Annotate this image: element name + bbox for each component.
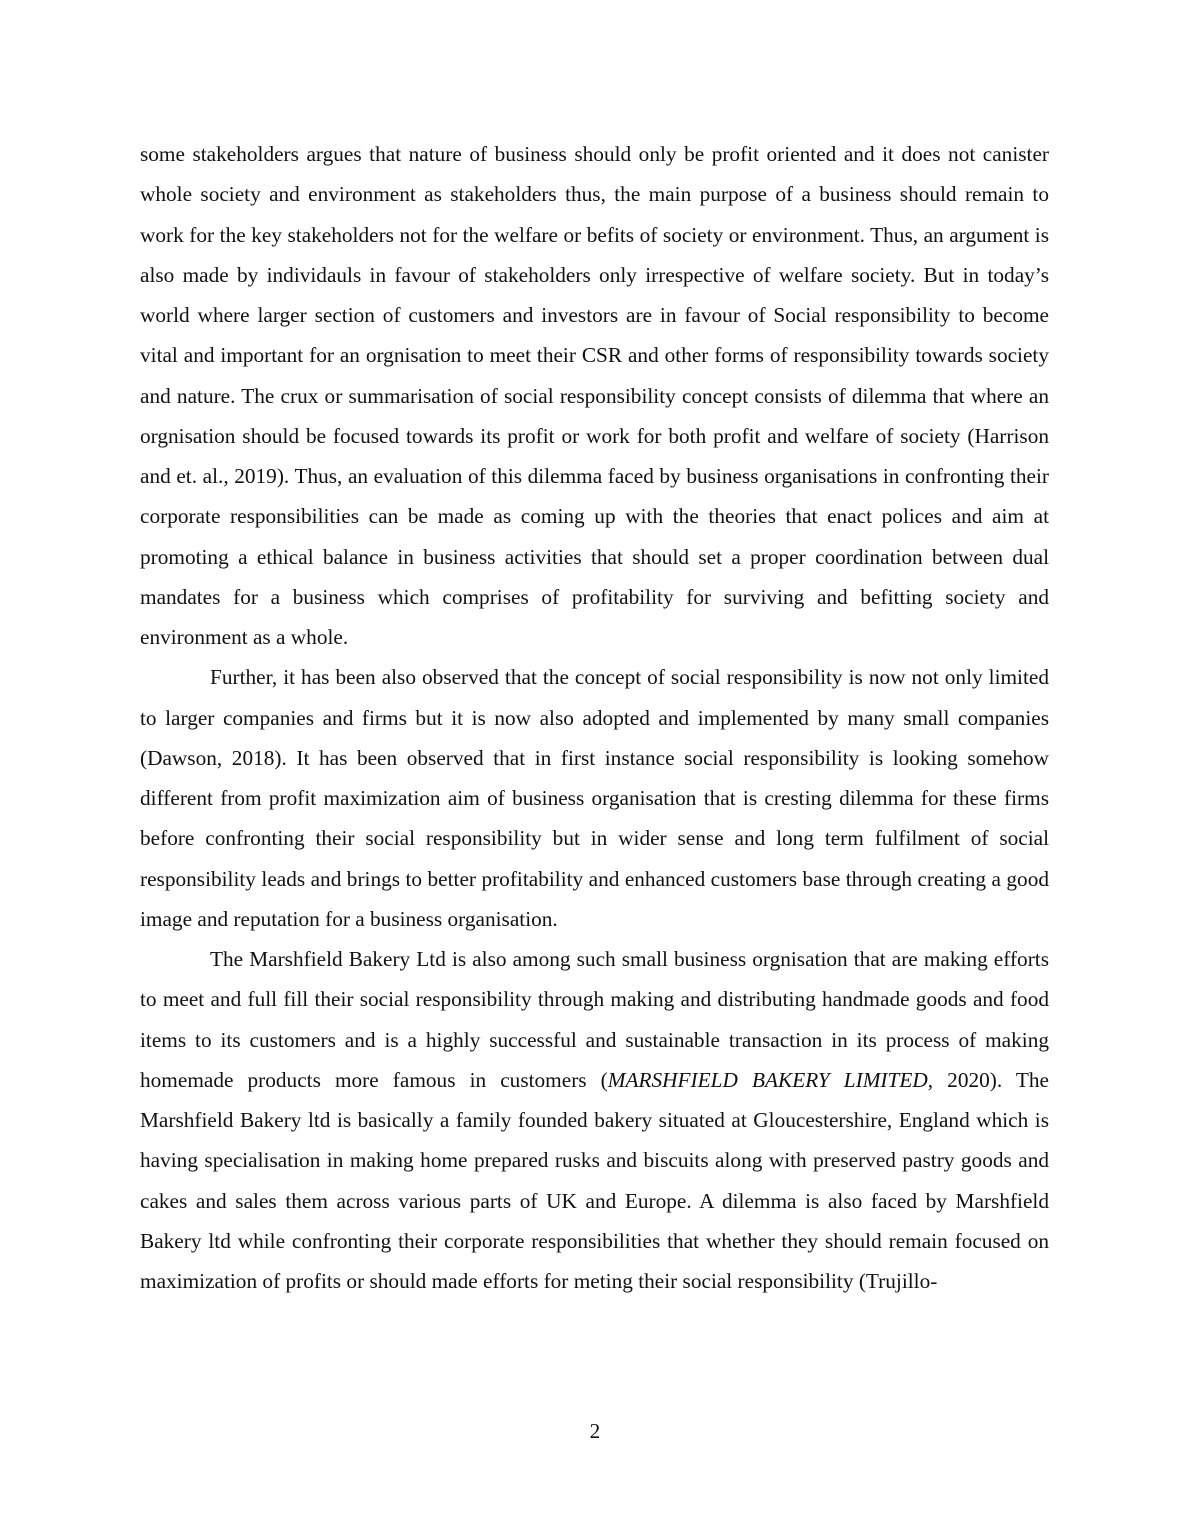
citation-italic: MARSHFIELD BAKERY LIMITED	[607, 1067, 928, 1092]
page-number: 2	[589, 1419, 601, 1443]
paragraph-marshfield-text-1: The Marshfield Bakery Ltd is also among such small business orgnisation that are making efforts to meet and full fill their social responsibility through making and distributing handmade goods and food items to its customers and is a highly successful and sustainable transaction in its process of making homemade products more famous in customers (	[140, 947, 1049, 1092]
body-text	[140, 134, 1049, 1301]
paragraph-marshfield-text-2: , 2020). The Marshfield Bakery ltd is basically a family founded bakery situated at Gloucestershire, England which is having specialisation in making home prepared rusks and biscuits along with preserved pastry goods and cakes and sales them across various parts of UK and Europe. A dilemma is also faced by Marshfield Bakery ltd while confronting their corporate responsibilities that whether they should remain focused on maximization of profits or should made efforts for meting their social responsibility (Trujillo-	[140, 1067, 1049, 1293]
paragraph-stakeholders: some stakeholders argues that nature of business should only be profit oriented and it does not canister whole society and environment as stakeholders thus, the main purpose of a business should remain to work for the key stakeholders not for the welfare or befits of society or environment. Thus, an argument is also made by individauls in favour of stakeholders only irrespective of welfare society. But in today’s world where larger section of customers and investors are in favour of Social responsibility to become vital and important for an orgnisation to meet their CSR and other forms of responsibility towards society and nature. The crux or summarisation of social responsibility concept consists of dilemma that where an orgnisation should be focused towards its profit or work for both profit and welfare of society (Harrison and et. al., 2019). Thus, an evaluation of this dilemma faced by business organisations in confronting their corporate responsibilities can be made as coming up with the theories that enact polices and aim at promoting a ethical balance in business activities that should set a proper coordination between dual mandates for a business which comprises of profitability for surviving and befitting society and environment as a whole.	[140, 142, 1049, 649]
paragraph-marshfield-bakery	[140, 939, 1049, 1301]
paragraph-small-companies: Further, it has been also observed that the concept of social responsibility is now not only limited to larger companies and firms but it is now also adopted and implemented by many small companies (Dawson, 2018). It has been observed that in first instance social responsibility is looking somehow different from profit maximization aim of business organisation that is cresting dilemma for these firms before confronting their social responsibility but in wider sense and long term fulfilment of social responsibility leads and brings to better profitability and enhanced customers base through creating a good image and reputation for a business organisation.	[140, 665, 1049, 931]
